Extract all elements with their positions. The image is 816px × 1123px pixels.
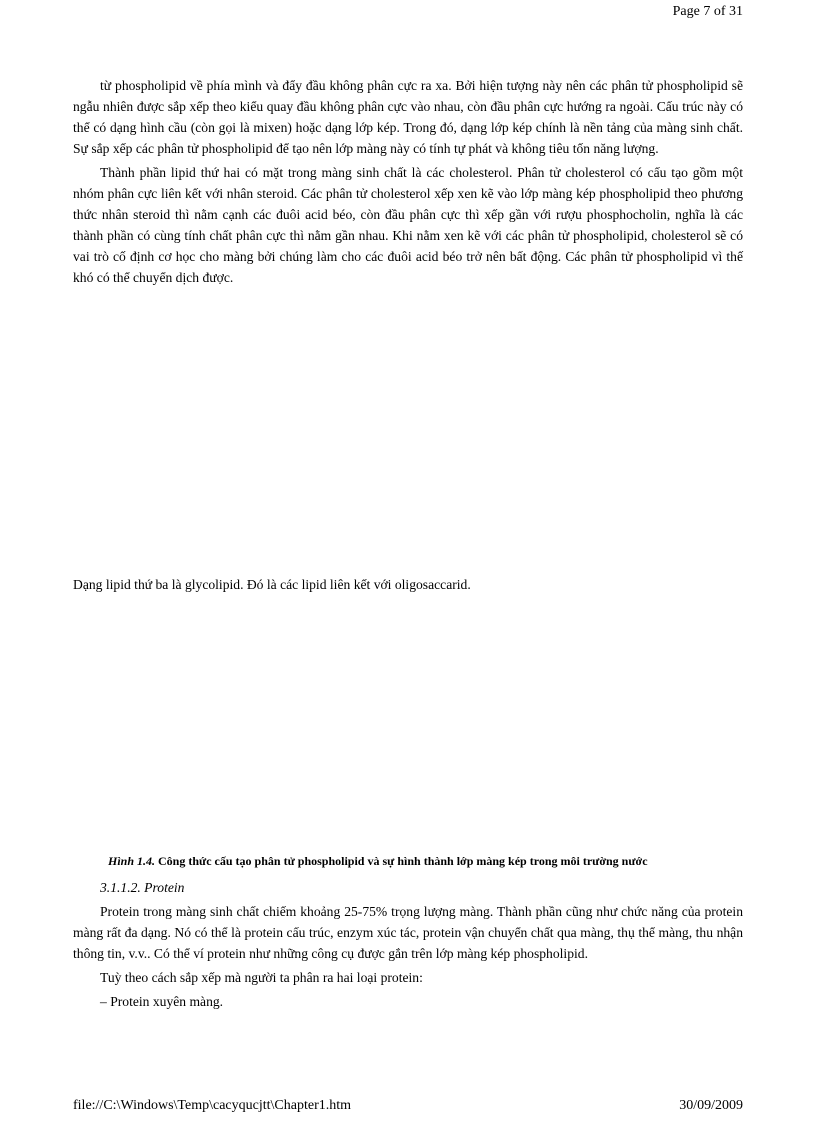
paragraph-protein-3: – Protein xuyên màng. [100,994,224,1009]
figure-caption [108,852,748,870]
body-text-top [73,75,743,288]
figure-caption-text: Công thức cấu tạo phân tử phospholipid và sự hình thành lớp màng kép trong môi trường nước [155,854,648,868]
section-heading: 3.1.1.2. Protein [100,880,185,895]
paragraph-protein-1: Protein trong màng sinh chất chiếm khoảng 25-75% trọng lượng màng. Thành phần cũng như chức năng của protein màng rất đa dạng. Nó có thể là protein cấu trúc, enzym xúc tác, protein vận chuyển chất qua màng, thụ thể màng, thu nhận thông tin, v.v.. Có thể ví protein như những công cụ được gắn trên lớp màng kép phospholipid. [73,904,743,961]
paragraph-protein-2: Tuỳ theo cách sắp xếp mà người ta phân ra hai loại protein: [100,970,423,985]
footer-file-path: file://C:\Windows\Temp\cacyqucjtt\Chapter1.htm [73,1098,352,1113]
footer-date: 30/09/2009 [679,1098,743,1113]
paragraph-phospholipid: từ phospholipid về phía mình và đẩy đầu không phân cực ra xa. Bởi hiện tượng này nên các phân tử phospholipid sẽ ngẫu nhiên được sắp xếp theo kiểu quay đầu không phân cực vào nhau, còn đầu phân cực hướng ra ngoài. Cấu trúc này có thể có dạng hình cầu (còn gọi là mixen) hoặc dạng lớp kép. Trong đó, dạng lớp kép chính là nền tảng của màng sinh chất. Sự sắp xếp các phân tử phospholipid để tạo nên lớp màng này có tính tự phát và không tiêu tốn năng lượng. [73,78,743,156]
page-number: Page 7 of 31 [672,4,743,19]
paragraph-cholesterol: Thành phần lipid thứ hai có mặt trong màng sinh chất là các cholesterol. Phân tử cholesterol có cấu tạo gồm một nhóm phân cực liên kết với nhân steroid. Các phân tử cholesterol xếp xen kẽ vào lớp màng kép phospholipid theo phương thức nhân steroid thì nằm cạnh các đuôi acid béo, còn đầu phân cực thì xếp gần với rượu phosphocholin, nghĩa là các thành phần có cùng tính chất phân cực thì nằm gần nhau. Khi nằm xen kẽ với các phân tử phospholipid, cholesterol sẽ có vai trò cố định cơ học cho màng bởi chúng làm cho các đuôi acid béo trở nên bất động. Các phân tử phospholipid vì thế khó có thể chuyển dịch được. [73,165,743,285]
figure-caption-label: Hình 1.4. [108,854,156,868]
protein-section [73,877,743,1015]
paragraph-glycolipid: Dạng lipid thứ ba là glycolipid. Đó là các lipid liên kết với oligosaccarid. [73,577,471,592]
